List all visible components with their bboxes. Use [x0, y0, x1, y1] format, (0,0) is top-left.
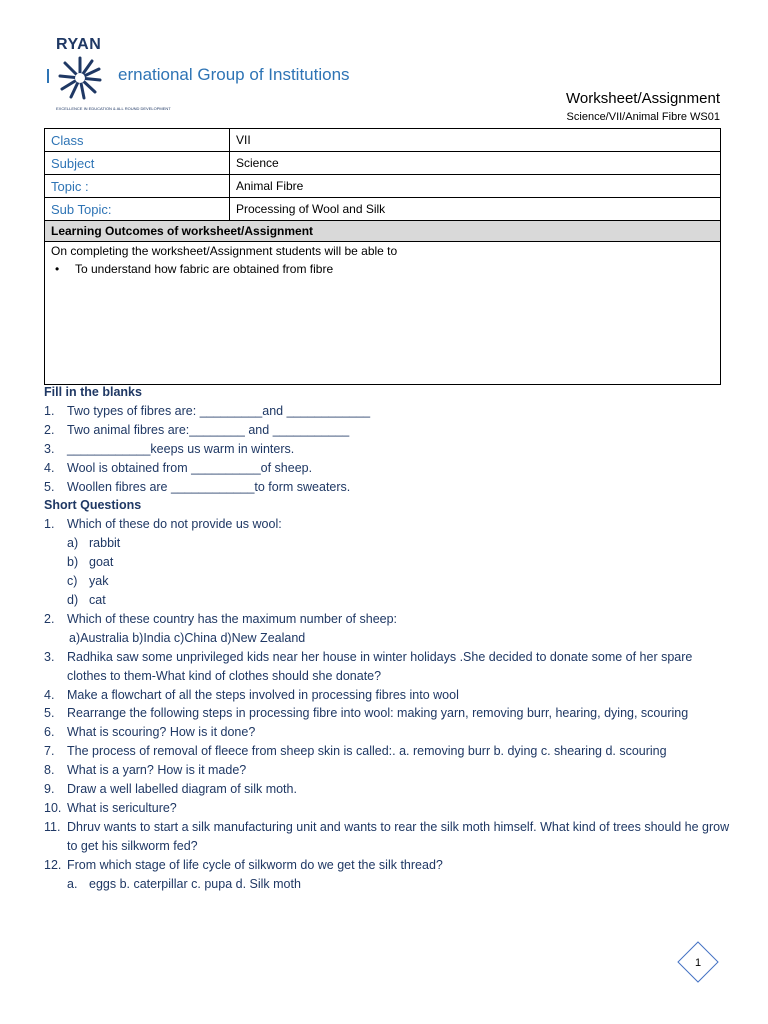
question-9: 9. Draw a well labelled diagram of silk moth. — [44, 782, 297, 797]
org-divider — [47, 69, 49, 83]
table-row — [45, 175, 721, 198]
class-value: VII — [230, 129, 721, 152]
short-questions-heading: Short Questions — [44, 498, 142, 513]
option-item: d) cat — [67, 592, 106, 607]
table-row — [45, 152, 721, 175]
outcomes-heading: Learning Outcomes of worksheet/Assignment — [45, 221, 721, 242]
question-11: 11. Dhruv wants to start a silk manufacturing unit and wants to rear the silk moth himself. What kind of trees should he grow to get his silkworm fed? — [44, 819, 730, 853]
outcomes-cell — [45, 242, 721, 385]
page-number: 1 — [694, 957, 702, 969]
question-12: 12. From which stage of life cycle of silkworm do we get the silk thread? — [44, 857, 443, 872]
outcomes-bullet: • To understand how fabric are obtained from fibre — [55, 262, 714, 276]
fill-blanks-heading: Fill in the blanks — [44, 385, 142, 399]
option-item: a) rabbit — [67, 536, 121, 551]
subtopic-label: Sub Topic: — [45, 198, 230, 221]
logo-tagline: EXCELLENCE IN EDUCATION & ALL ROUND DEVELOPMENT — [56, 106, 171, 111]
question-1: 1. Which of these do not provide us wool: — [44, 517, 282, 532]
page-number-badge — [676, 940, 720, 984]
option-item: b) goat — [67, 555, 114, 570]
school-logo — [48, 36, 171, 120]
question-4: 4. Make a flowchart of all the steps involved in processing fibres into wool — [44, 687, 459, 702]
questions-area — [44, 383, 734, 893]
topic-value: Animal Fibre — [230, 175, 721, 198]
list-item: 4. Wool is obtained from __________of sheep. — [44, 460, 313, 475]
subtopic-value: Processing of Wool and Silk — [230, 198, 721, 221]
question-2-options: a)Australia b)India c)China d)New Zealand — [69, 630, 306, 645]
info-table — [44, 128, 721, 385]
table-row — [45, 198, 721, 221]
org-name: ernational Group of Institutions — [118, 65, 350, 84]
document-type: Worksheet/Assignment — [566, 90, 720, 107]
outcomes-intro: On completing the worksheet/Assignment students will be able to — [51, 244, 398, 258]
option-item: c) yak — [67, 574, 109, 589]
question-3: 3. Radhika saw some unprivileged kids near her house in winter holidays .She decided to donate some of her spare clothes to them-What kind of clothes should she donate? — [44, 649, 693, 683]
topic-label: Topic : — [45, 175, 230, 198]
question-6: 6. What is scouring? How is it done? — [44, 725, 256, 740]
list-item: 5. Woollen fibres are ____________to form sweaters. — [44, 479, 351, 494]
outcomes-row — [45, 242, 721, 385]
document-code: Science/VII/Animal Fibre WS01 — [566, 111, 720, 123]
question-2: 2. Which of these country has the maximum number of sheep: — [44, 611, 398, 626]
question-5: 5. Rearrange the following steps in processing fibre into wool: making yarn, removing burr, hearing, dying, scouring — [44, 706, 689, 721]
question-8: 8. What is a yarn? How is it made? — [44, 763, 247, 778]
list-item: 2. Two animal fibres are:________ and ___________ — [44, 422, 350, 437]
subject-value: Science — [230, 152, 721, 175]
class-label: Class — [45, 129, 230, 152]
question-12-option: a. eggs b. caterpillar c. pupa d. Silk moth — [67, 876, 301, 891]
question-7: 7. The process of removal of fleece from sheep skin is called:. a. removing burr b. dying c. shearing d. scouring — [44, 744, 667, 759]
logo-text: RYAN — [56, 36, 102, 53]
outcomes-heading-row — [45, 221, 721, 242]
question-10: 10. What is sericulture? — [44, 800, 177, 815]
subject-label: Subject — [45, 152, 230, 175]
sunburst-logo-icon — [54, 52, 106, 104]
list-item: 1. Two types of fibres are: _________and ____________ — [44, 403, 371, 418]
list-item: 3. ____________keeps us warm in winters. — [44, 441, 295, 456]
table-row — [45, 129, 721, 152]
